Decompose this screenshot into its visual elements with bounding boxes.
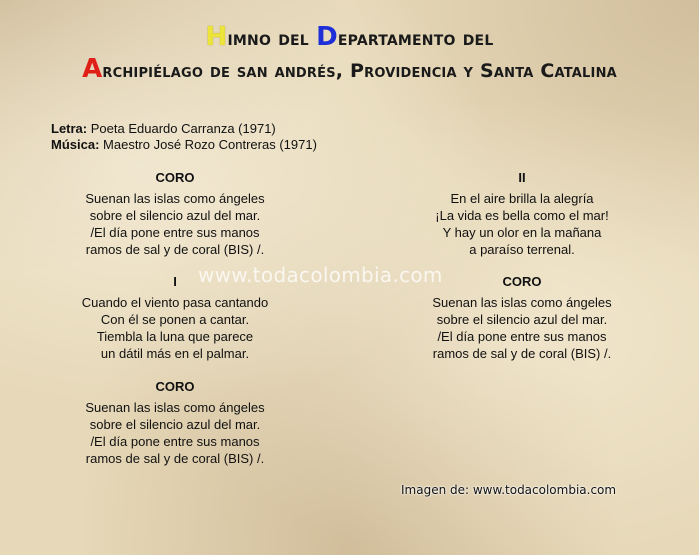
- stanza-line: sobre el silencio azul del mar.: [89, 208, 261, 223]
- title-text-2: epartamento del: [337, 26, 494, 50]
- stanza-heading: II: [518, 170, 526, 185]
- stanza-line: Suenan las islas como ángeles: [85, 400, 265, 415]
- page-title-line-1: [0, 22, 699, 52]
- title-initial-a: A: [82, 54, 103, 84]
- stanza-coro-2: [46, 378, 304, 467]
- title-initial-h: H: [205, 22, 228, 52]
- title-text-1: imno del: [227, 26, 317, 50]
- stanza-line: sobre el silencio azul del mar.: [436, 312, 608, 327]
- page-title-line-2: [0, 54, 699, 84]
- title-initial-d: D: [316, 22, 338, 52]
- music-label: Música:: [51, 137, 100, 152]
- stanza-line: Suenan las islas como ángeles: [85, 191, 265, 206]
- music-author: Maestro José Rozo Contreras (1971): [103, 137, 317, 152]
- stanza-line: /El día pone entre sus manos: [90, 225, 260, 240]
- stanza-heading: I: [173, 274, 177, 289]
- lyrics-credit: [51, 121, 317, 137]
- stanza-line: Tiembla la luna que parece: [96, 329, 254, 344]
- stanza-ii: [391, 169, 653, 258]
- stanza-line: Y hay un olor en la mañana: [442, 225, 602, 240]
- stanza-line: a paraíso terrenal.: [469, 242, 575, 257]
- stanza-line: Suenan las islas como ángeles: [432, 295, 612, 310]
- stanza-heading: CORO: [155, 379, 195, 394]
- lyrics-label: Letra:: [51, 121, 88, 136]
- watermark: www.todacolombia.com: [198, 263, 443, 287]
- title-text-3: rchipiélago de san andrés, Providencia y Santa Catalina: [102, 60, 617, 82]
- stanza-line: /El día pone entre sus manos: [437, 329, 607, 344]
- image-credit: Imagen de: www.todacolombia.com: [401, 483, 617, 497]
- stanza-coro-1: [46, 169, 304, 258]
- stanza-line: En el aire brilla la alegría: [450, 191, 594, 206]
- stanza-line: un dátil más en el palmar.: [100, 346, 250, 361]
- stanza-heading: CORO: [502, 274, 542, 289]
- stanza-heading: CORO: [155, 170, 195, 185]
- stanza-line: ¡La vida es bella como el mar!: [435, 208, 609, 223]
- stanza-line: Cuando el viento pasa cantando: [81, 295, 269, 310]
- stanza-line: Con él se ponen a cantar.: [100, 312, 250, 327]
- stanza-line: ramos de sal y de coral (BIS) /.: [85, 451, 265, 466]
- stanza-line: ramos de sal y de coral (BIS) /.: [85, 242, 265, 257]
- music-credit: [51, 137, 317, 153]
- lyrics-author: Poeta Eduardo Carranza (1971): [90, 121, 276, 136]
- credits: [51, 121, 317, 153]
- stanza-line: ramos de sal y de coral (BIS) /.: [432, 346, 612, 361]
- stanza-line: sobre el silencio azul del mar.: [89, 417, 261, 432]
- stanza-line: /El día pone entre sus manos: [90, 434, 260, 449]
